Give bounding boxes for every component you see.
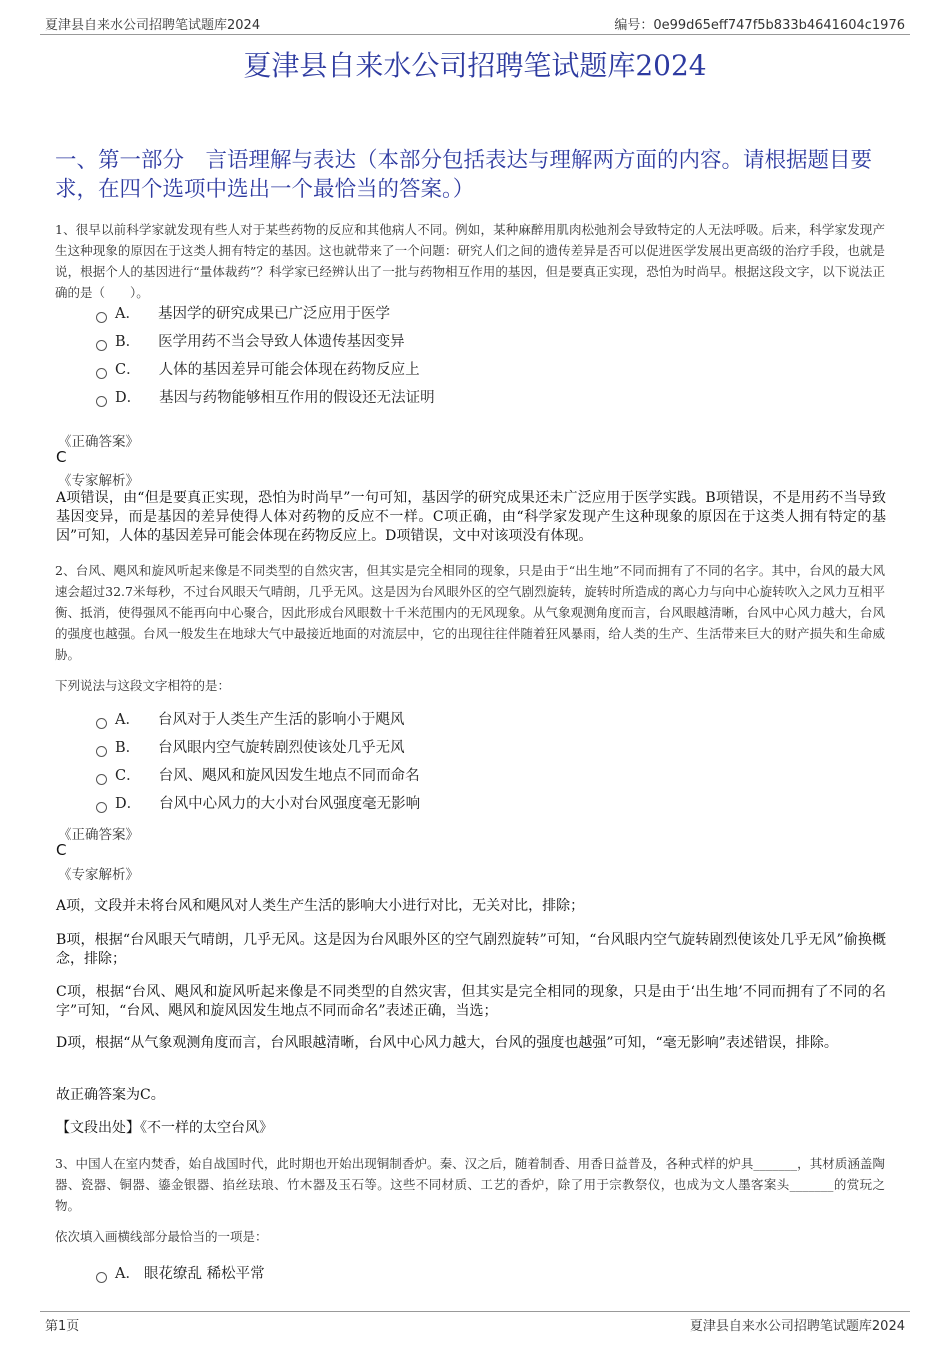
footer-title: 夏津县自来水公司招聘笔试题库2024	[689, 1319, 905, 1334]
section-heading: 一、第一部分 言语理解与表达（本部分包括表达与理解两方面的内容。请根据题目要求，在四个选项中选出一个最恰当的答案。）	[55, 148, 873, 202]
q2-source: 【文段出处】《不一样的太空台风》	[56, 1120, 273, 1136]
radio-icon[interactable]	[96, 774, 107, 785]
page-number: 第1页	[45, 1319, 80, 1334]
header-left: 夏津县自来水公司招聘笔试题库2024	[45, 18, 261, 33]
q2-option-b[interactable]: B． 台风眼内空气旋转剧烈使该处几乎无风	[96, 738, 405, 758]
q1-option-c[interactable]: C． 人体的基因差异可能会体现在药物反应上	[96, 360, 420, 380]
q2-stem: 2、台风、飓风和旋风听起来像是不同类型的自然灾害，但其实是完全相同的现象，只是由于“出生地”不同而拥有了不同的名字。其中，台风的最大风速会超过32.7米每秒，不过台风眼天气晴朗，几乎无风。这是因为台风眼外区的空气剧烈旋转，旋转时所造成的离心力与向中心旋转吹入之风力互相平衡、抵消，使得强风不能再向中心聚合，因此形成台风眼数十千米范围内的无风现象。从气象观测角度而言，台风眼越清晰，台风中心风力越大，台风的强度也越强。台风一般发生在地球大气中最接近地面的对流层中，它的出现往往伴随着狂风暴雨，给人类的生产、生活带来巨大的财产损失和生命威胁。	[55, 563, 885, 662]
q1-option-d[interactable]: D． 基因与药物能够相互作用的假设还无法证明	[96, 388, 435, 408]
radio-icon[interactable]	[96, 312, 107, 323]
radio-icon[interactable]	[96, 340, 107, 351]
q2-answer-label: 《正确答案》	[58, 827, 139, 843]
q3-option-a[interactable]: A． 眼花缭乱 稀松平常	[96, 1264, 265, 1284]
q1-option-a[interactable]: A． 基因学的研究成果已广泛应用于医学	[96, 304, 390, 324]
q2-option-d[interactable]: D． 台风中心风力的大小对台风强度毫无影响	[96, 794, 420, 814]
radio-icon[interactable]	[96, 802, 107, 813]
q1-answer-label: 《正确答案》	[58, 434, 139, 450]
q2-analysis-b: B项，根据“台风眼天气晴朗，几乎无风。这是因为台风眼外区的空气剧烈旋转”可知，“台风眼内空气旋转剧烈使该处几乎无风”偷换概念，排除；	[56, 932, 886, 967]
radio-icon[interactable]	[96, 1272, 107, 1283]
header-divider	[40, 34, 910, 35]
radio-icon[interactable]	[96, 396, 107, 407]
q2-conclusion: 故正确答案为C。	[56, 1087, 165, 1103]
radio-icon[interactable]	[96, 718, 107, 729]
q1-analysis: A项错误，由“但是要真正实现，恐怕为时尚早”一句可知，基因学的研究成果还未广泛应用于医学实践。B项错误，不是用药不当导致基因变异，而是基因的差异使得人体对药物的反应不一样。C项正确，由“科学家发现产生这种现象的原因在于这类人拥有特定的基因”可知，人体的基因差异可能会体现在药物反应上。D项错误，文中对该项没有体现。	[56, 490, 886, 544]
q2-analysis-d: D项，根据“从气象观测角度而言，台风眼越清晰，台风中心风力越大，台风的强度也越强”可知，“毫无影响”表述错误，排除。	[56, 1035, 838, 1051]
q2-option-a[interactable]: A． 台风对于人类生产生活的影响小于飓风	[96, 710, 404, 730]
radio-icon[interactable]	[96, 368, 107, 379]
q1-analysis-label: 《专家解析》	[58, 473, 139, 489]
radio-icon[interactable]	[96, 746, 107, 757]
q2-analysis-c: C项，根据“台风、飓风和旋风听起来像是不同类型的自然灾害，但其实是完全相同的现象，只是由于‘出生地’不同而拥有了不同的名字”可知，“台风、飓风和旋风因发生地点不同而命名”表述正确，当选；	[56, 984, 886, 1019]
q1-option-b[interactable]: B． 医学用药不当会导致人体遗传基因变异	[96, 332, 405, 352]
q3-prompt: 依次填入画横线部分最恰当的一项是：	[55, 1229, 268, 1244]
q2-analysis-label: 《专家解析》	[58, 867, 139, 883]
q2-analysis-a: A项，文段并未将台风和飓风对人类生产生活的影响大小进行对比，无关对比，排除；	[56, 898, 585, 914]
q1-stem: 1、很早以前科学家就发现有些人对于某些药物的反应和其他病人不同。例如，某种麻醉用肌肉松弛剂会导致特定的人无法呼吸。后来，科学家发现产生这种现象的原因在于这类人拥有特定的基因。这也就带来了一个问题：研究人们之间的遗传差异是否可以促进医学发展出更高级的治疗手段，也就是说，根据个人的基因进行“量体裁药”？科学家已经辨认出了一批与药物相互作用的基因，但是要真正实现，恐怕为时尚早。根据这段文字，以下说法正确的是（ ）。	[55, 222, 885, 300]
q1-answer: C	[56, 448, 67, 466]
footer-divider	[40, 1311, 910, 1312]
q3-stem: 3、中国人在室内焚香，始自战国时代，此时期也开始出现铜制香炉。秦、汉之后，随着制香、用香日益普及，各种式样的炉具_______，其材质涵盖陶器、瓷器、铜器、鎏金银器、掐丝珐琅、竹木器及玉石等。这些不同材质、工艺的香炉，除了用于宗教祭仪，也成为文人墨客案头_______的赏玩之物。	[55, 1156, 885, 1213]
page-title: 夏津县自来水公司招聘笔试题库2024	[243, 49, 707, 82]
q2-answer: C	[56, 841, 67, 859]
q2-option-c[interactable]: C． 台风、飓风和旋风因发生地点不同而命名	[96, 766, 420, 786]
q2-prompt: 下列说法与这段文字相符的是：	[55, 678, 231, 693]
header-right: 编号：0e99d65eff747f5b833b4641604c1976	[614, 18, 905, 33]
